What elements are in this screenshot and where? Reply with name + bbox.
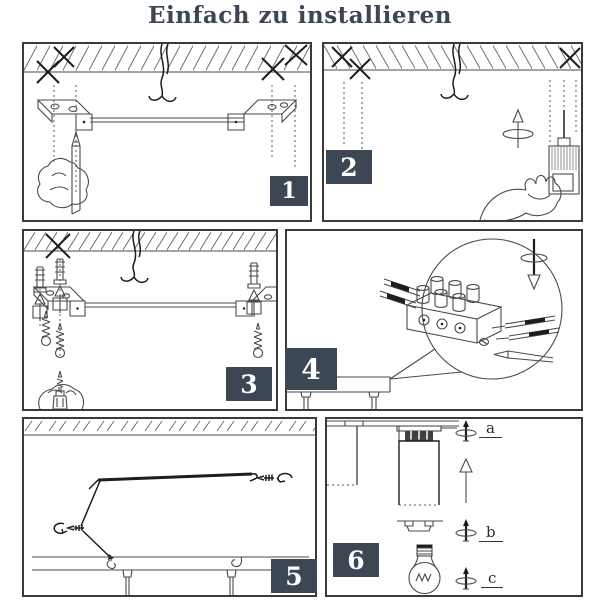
drill-icon — [549, 110, 579, 194]
step-5-panel — [22, 417, 317, 597]
safety-cable — [81, 481, 115, 569]
terminal-block — [407, 277, 501, 343]
part-label-c: c — [481, 571, 503, 588]
alignment-guides — [344, 80, 576, 156]
hand-with-pencil — [38, 159, 89, 208]
part-label-b: b — [479, 525, 503, 542]
step-1-panel — [22, 42, 312, 222]
insert-arrow-icon — [494, 351, 553, 362]
fixture-base — [32, 557, 309, 595]
rotation-arrow-icon — [521, 239, 547, 289]
step-1-drawing — [24, 44, 310, 220]
fixture-base — [327, 421, 459, 428]
page-title: Einfach zu installieren — [147, 2, 453, 29]
step-badge-6: 6 — [333, 543, 379, 577]
step-3-panel — [22, 229, 278, 411]
up-arrow-icon — [460, 459, 472, 503]
alignment-guides — [54, 85, 295, 192]
socket-connector — [397, 426, 441, 440]
rotation-arrow-icon — [503, 110, 533, 148]
step-6-panel — [325, 417, 583, 597]
step-badge-3: 3 — [226, 367, 272, 401]
magnifier-bubble — [390, 239, 562, 379]
mounting-bar — [34, 287, 276, 316]
light-bulb-icon — [409, 545, 440, 594]
mounting-bar — [38, 100, 296, 130]
suspension-bar — [89, 474, 257, 489]
pencil-icon — [72, 132, 80, 214]
screw-rotation-c — [456, 567, 476, 589]
step-2-panel — [322, 42, 583, 222]
screw-rotation-b — [456, 519, 476, 541]
step-badge-2: 2 — [326, 150, 372, 184]
screw-icons — [42, 311, 263, 358]
step-4-panel — [285, 229, 583, 411]
wall-anchor-icons — [33, 259, 261, 321]
ring-part — [397, 521, 443, 531]
step-badge-1: 1 — [270, 176, 308, 206]
step-badge-4: 4 — [285, 348, 337, 390]
step-2-drawing — [324, 44, 581, 220]
ceiling-hatch — [24, 420, 315, 435]
part-label-a: a — [479, 421, 502, 438]
step-badge-5: 5 — [271, 559, 317, 593]
screw-rotation-left — [54, 523, 84, 533]
screw-rotation-a — [456, 420, 476, 441]
wires-left — [380, 279, 420, 308]
wires-right — [480, 316, 560, 346]
screw-rotation-right — [258, 474, 292, 482]
